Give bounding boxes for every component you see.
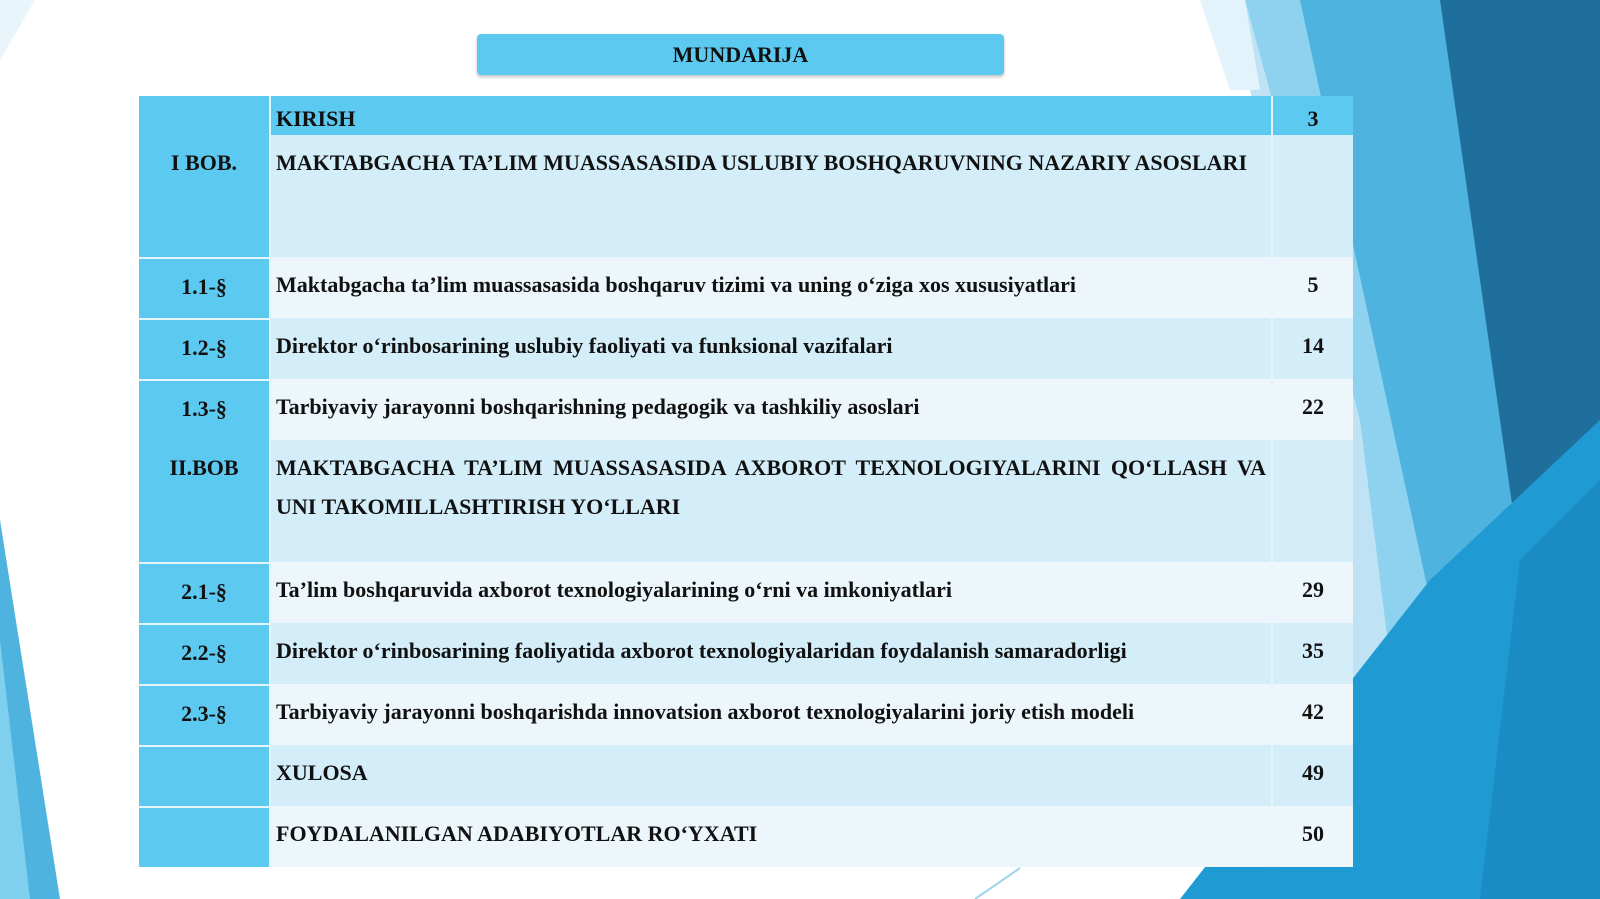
page-number [1271, 440, 1353, 562]
section-title: Direktor o‘rinbosarining uslubiy faoliyati va funksional vazifalari [271, 318, 1271, 379]
chapter-title: MAKTABGACHA TA’LIM MUASSASASIDA AXBOROT TEXNOLOGIYALARINI QO‘LLASH VA UNI TAKOMILLASHTIRISH YO‘LLARI [271, 440, 1271, 562]
toc-row [139, 806, 1353, 867]
page-number: 49 [1271, 745, 1353, 806]
section-number: 1.2-§ [139, 318, 271, 379]
page-number: 50 [1271, 806, 1353, 867]
section-number: 1.3-§ [139, 379, 271, 440]
section-title: KIRISH [271, 96, 1271, 135]
toc-row [139, 135, 1353, 257]
page-number: 42 [1271, 684, 1353, 745]
section-title: Maktabgacha ta’lim muassasasida boshqaruv tizimi va uning o‘ziga xos xususiyatlari [271, 257, 1271, 318]
toc-row [139, 379, 1353, 440]
chapter-number: II.BOB [139, 440, 271, 562]
toc-row [139, 440, 1353, 562]
table-of-contents [139, 96, 1353, 867]
toc-row [139, 623, 1353, 684]
toc-row [139, 257, 1353, 318]
section-number: 2.2-§ [139, 623, 271, 684]
page-title: MUNDARIJA [477, 34, 1004, 75]
section-number [139, 96, 271, 135]
toc-row [139, 96, 1353, 135]
page-number: 5 [1271, 257, 1353, 318]
section-title: FOYDALANILGAN ADABIYOTLAR RO‘YXATI [271, 806, 1271, 867]
chapter-number: I BOB. [139, 135, 271, 257]
section-title: Tarbiyaviy jarayonni boshqarishda innovatsion axborot texnologiyalarini joriy etish modeli [271, 684, 1271, 745]
section-number: 2.3-§ [139, 684, 271, 745]
toc-row [139, 745, 1353, 806]
section-number [139, 806, 271, 867]
toc-row [139, 684, 1353, 745]
section-number [139, 745, 271, 806]
page-number: 29 [1271, 562, 1353, 623]
section-title: XULOSA [271, 745, 1271, 806]
page-number [1271, 135, 1353, 257]
section-title: Ta’lim boshqaruvida axborot texnologiyalarining o‘rni va imkoniyatlari [271, 562, 1271, 623]
section-number: 2.1-§ [139, 562, 271, 623]
section-title: Direktor o‘rinbosarining faoliyatida axborot texnologiyalaridan foydalanish samaradorligi [271, 623, 1271, 684]
section-number: 1.1-§ [139, 257, 271, 318]
toc-row [139, 562, 1353, 623]
page-number: 3 [1271, 96, 1353, 135]
page-number: 22 [1271, 379, 1353, 440]
chapter-title: MAKTABGACHA TA’LIM MUASSASASIDA USLUBIY BOSHQARUVNING NAZARIY ASOSLARI [271, 135, 1271, 257]
page-number: 14 [1271, 318, 1353, 379]
toc-row [139, 318, 1353, 379]
section-title: Tarbiyaviy jarayonni boshqarishning pedagogik va tashkiliy asoslari [271, 379, 1271, 440]
page-number: 35 [1271, 623, 1353, 684]
